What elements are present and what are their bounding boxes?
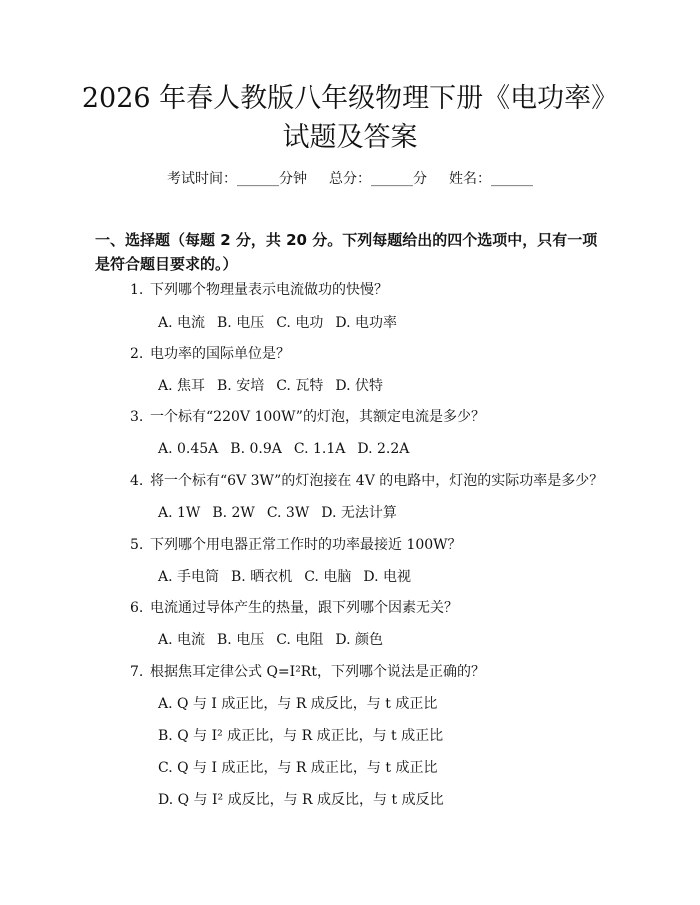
question-7-option-c: C. Q 与 I 成正比，与 R 成正比，与 t 成正比	[158, 760, 438, 776]
document-title-line-2: 试题及答案	[282, 122, 418, 153]
question-5	[130, 535, 462, 555]
question-2	[130, 344, 290, 364]
question-7	[130, 662, 485, 682]
option-d: D. 2.2A	[357, 441, 410, 457]
exam-time-field: 考试时间：______分钟	[167, 171, 307, 187]
total-score-field: 总分：______分	[329, 171, 427, 187]
question-4	[130, 471, 603, 491]
option-d: D. 颜色	[335, 632, 383, 648]
option-a: A. 电流	[158, 315, 206, 331]
question-6	[130, 598, 458, 618]
question-text: 将一个标有“6V 3W”的灯泡接在 4V 的电路中，灯泡的实际功率是多少？	[150, 473, 604, 489]
question-number: 2.	[130, 346, 144, 362]
option-d: D. 无法计算	[321, 505, 397, 521]
question-6-options	[158, 630, 383, 650]
question-7-option-b: B. Q 与 I² 成正比，与 R 成正比，与 t 成正比	[158, 728, 444, 744]
option-a: A. 焦耳	[158, 378, 206, 394]
option-a: A. 手电筒	[158, 569, 220, 585]
question-4-options	[158, 503, 397, 523]
name-field: 姓名：______	[449, 171, 533, 187]
option-a: A. 1W	[158, 505, 201, 521]
question-number: 1.	[130, 282, 144, 298]
question-3	[130, 407, 485, 427]
question-1	[130, 280, 388, 300]
option-c: C. 电脑	[304, 569, 352, 585]
question-number: 7.	[130, 664, 144, 680]
question-text: 下列哪个用电器正常工作时的功率最接近 100W？	[150, 537, 462, 553]
exam-info-line	[0, 169, 700, 189]
option-a: A. 0.45A	[158, 441, 219, 457]
document-title-line-1: 2026 年春人教版八年级物理下册《电功率》	[81, 83, 619, 114]
option-b: B. 晒衣机	[231, 569, 293, 585]
question-text: 下列哪个物理量表示电流做功的快慢？	[150, 282, 388, 298]
question-text: 电功率的国际单位是？	[150, 346, 290, 362]
option-c: C. 电功	[276, 315, 324, 331]
question-7-option-d: D. Q 与 I² 成反比，与 R 成反比，与 t 成反比	[158, 792, 444, 808]
option-d: D. 电视	[363, 569, 411, 585]
option-b: B. 电压	[217, 632, 265, 648]
option-d: D. 伏特	[335, 378, 383, 394]
question-text: 一个标有“220V 100W”的灯泡，其额定电流是多少？	[150, 409, 485, 425]
question-number: 4.	[130, 473, 144, 489]
question-2-options	[158, 376, 383, 396]
option-d: D. 电功率	[335, 315, 397, 331]
option-c: C. 1.1A	[293, 441, 346, 457]
question-number: 6.	[130, 600, 144, 616]
option-a: A. 电流	[158, 632, 206, 648]
section-1-heading: 一、选择题（每题 2 分，共 20 分。下列每题给出的四个选项中，只有一项是符合题目要求的。）	[95, 231, 598, 273]
question-3-options	[158, 439, 409, 459]
question-text: 电流通过导体产生的热量，跟下列哪个因素无关？	[150, 600, 458, 616]
option-b: B. 电压	[217, 315, 265, 331]
question-7-option-a: A. Q 与 I 成正比，与 R 成反比，与 t 成正比	[158, 696, 438, 712]
option-b: B. 0.9A	[230, 441, 282, 457]
option-b: B. 2W	[212, 505, 255, 521]
question-number: 3.	[130, 409, 144, 425]
question-1-options	[158, 313, 397, 333]
option-b: B. 安培	[217, 378, 265, 394]
option-c: C. 3W	[266, 505, 310, 521]
question-number: 5.	[130, 537, 144, 553]
question-text: 根据焦耳定律公式 Q=I²Rt，下列哪个说法是正确的？	[150, 664, 485, 680]
question-5-options	[158, 567, 411, 587]
option-c: C. 电阻	[276, 632, 324, 648]
option-c: C. 瓦特	[276, 378, 324, 394]
